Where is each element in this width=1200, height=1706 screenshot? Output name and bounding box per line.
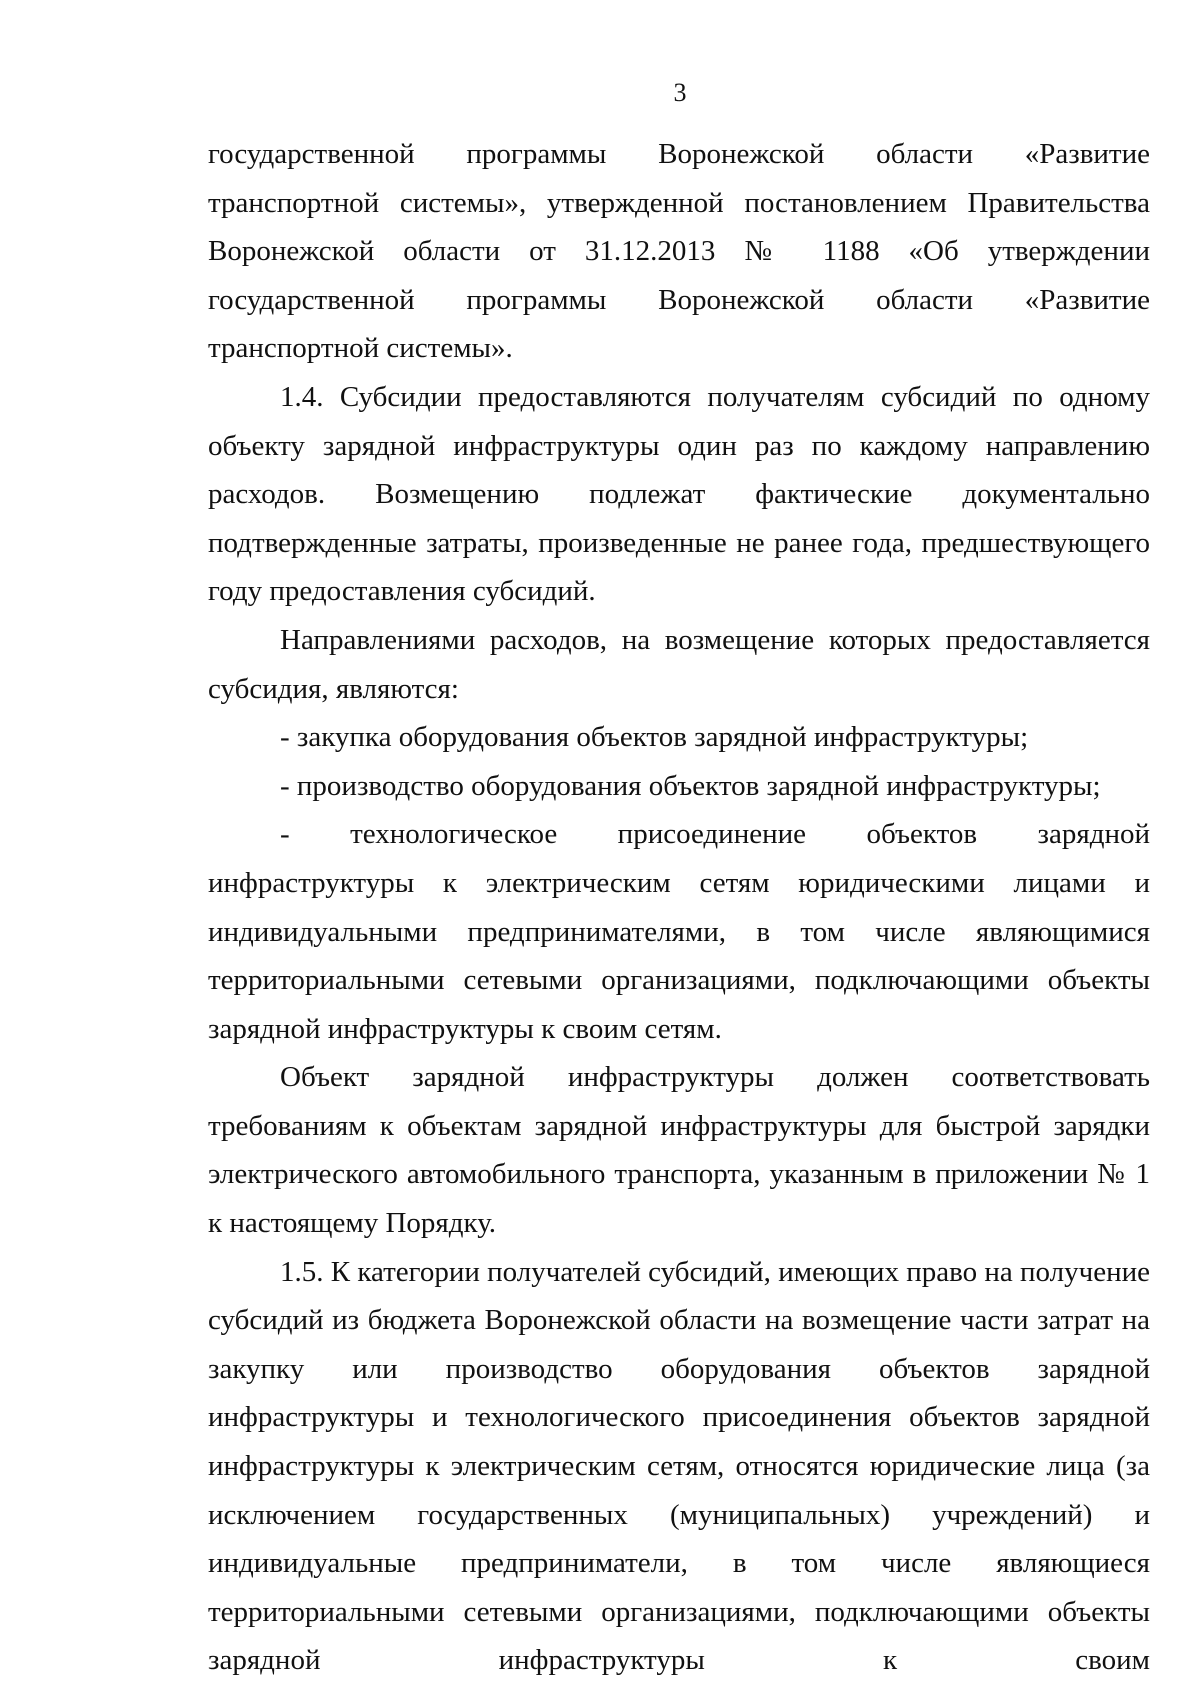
list-item-connection: - технологическое присоединение объектов зарядной инфраструктуры к электрическим сетям юридическими лицами и индивидуальными предпринимателями, в том числе являющимися территориальными сетевыми организациями, подключающими объекты зарядной инфраструктуры к своим сетям. (208, 818, 1150, 1045)
list-item-production: - производство оборудования объектов зарядной инфраструктуры; (280, 769, 1101, 802)
page-number: 3 (673, 78, 687, 107)
paragraph-1-5: 1.5. К категории получателей субсидий, имеющих право на получение субсидий из бюджета Воронежской области на возмещение части затрат на закупку или производство оборудования объектов зарядной инфраструктуры и технологического присоединения объектов зарядной инфраструктуры к электрическим сетям, относятся юридические лица (за исключением государственных (муниципальных) учреждений) и индивидуальные предприниматели, в том числе являющиеся территориальными сетевыми организациями, подключающими объекты зарядной инфраструктуры к своим (208, 1255, 1150, 1677)
list-item-purchase: - закупка оборудования объектов зарядной инфраструктуры; (280, 721, 1029, 754)
document-body (208, 130, 1150, 1685)
paragraph-expense-directions: Направлениями расходов, на возмещение которых предоставляется субсидия, являются: (208, 623, 1150, 705)
paragraph-1-4: 1.4. Субсидии предоставляются получателям субсидий по одному объекту зарядной инфраструктуры один раз по каждому направлению расходов. Возмещению подлежат фактические документально подтвержденные затраты, произведенные не ранее года, предшествующего году предоставления субсидий. (208, 380, 1150, 608)
paragraph-object-requirements: Объект зарядной инфраструктуры должен соответствовать требованиям к объектам зарядной инфраструктуры для быстрой зарядки электрического автомобильного транспорта, указанным в приложении № 1 к настоящему Порядку. (208, 1061, 1150, 1240)
paragraph-program-continuation: государственной программы Воронежской области «Развитие транспортной системы», утвержденной постановлением Правительства Воронежской области от 31.12.2013 № 1188 «Об утверждении государственной программы Воронежской области «Развитие транспортной системы». (208, 138, 1150, 365)
